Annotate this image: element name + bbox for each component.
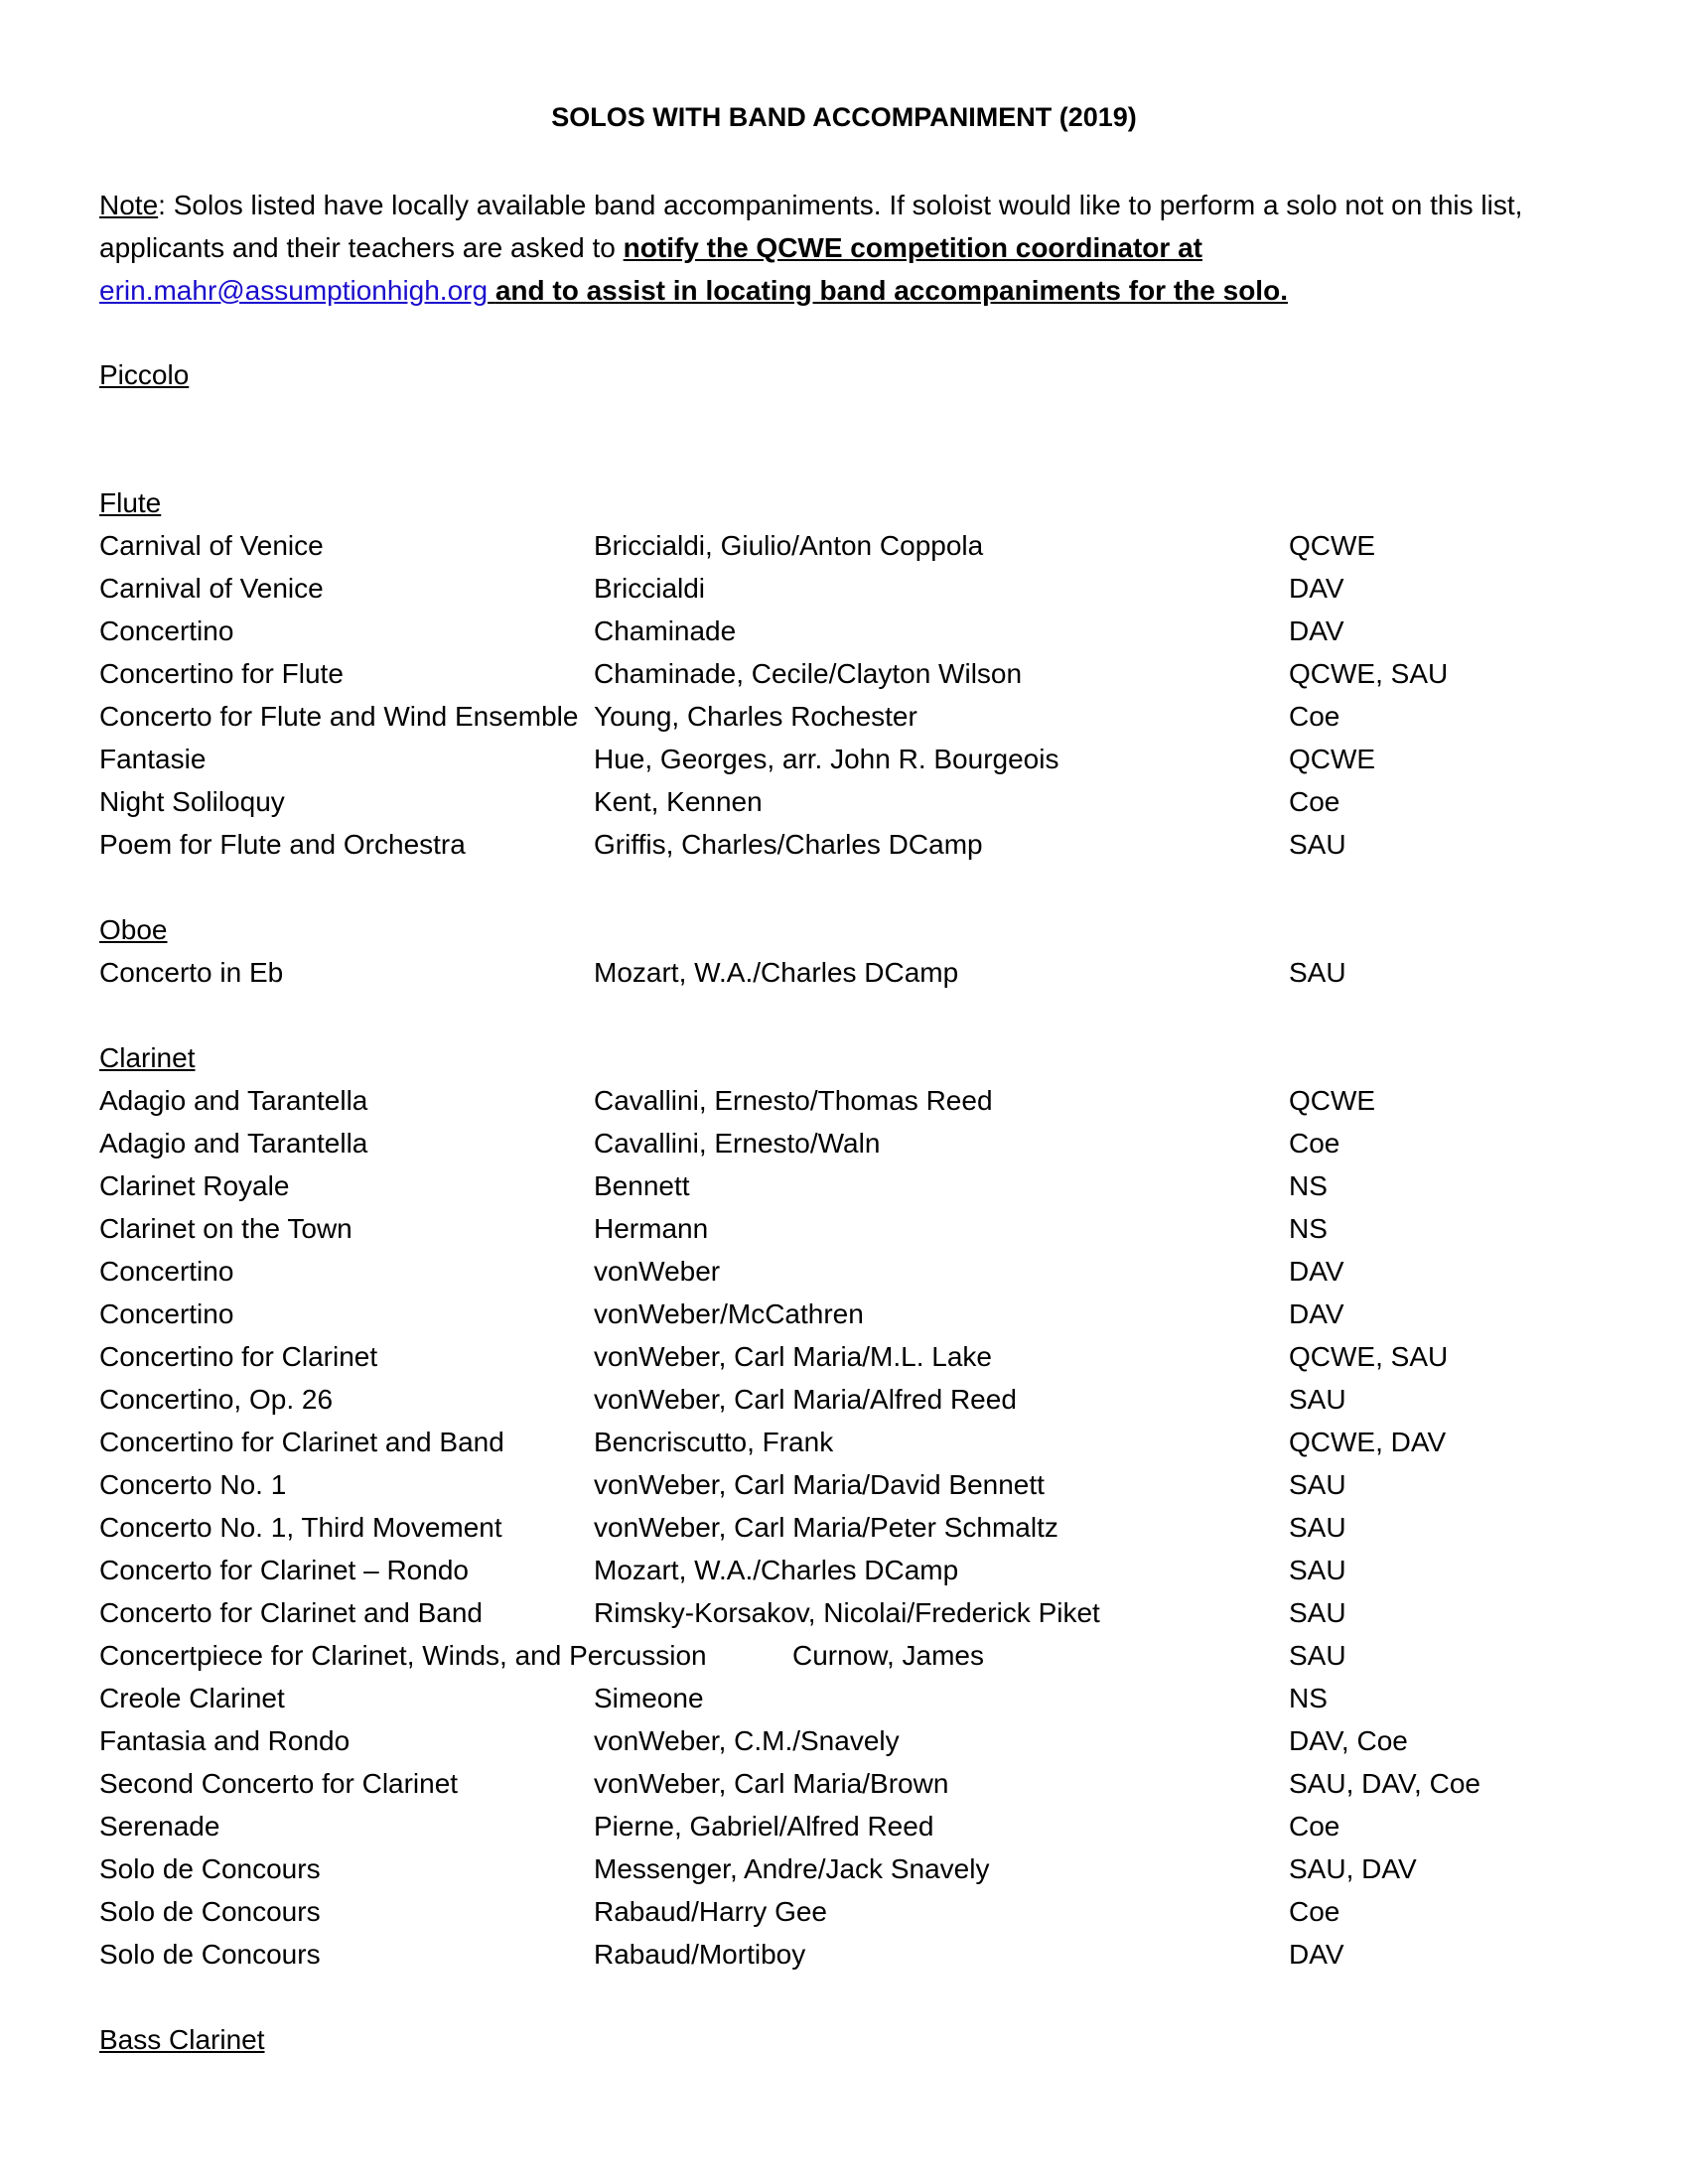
section-spacer	[99, 994, 1609, 1036]
solo-source: SAU	[1289, 1555, 1346, 1585]
solo-title: Fantasia and Rondo	[99, 1725, 351, 1756]
solo-row	[99, 1250, 1609, 1293]
solo-title: Carnival of Venice	[99, 530, 324, 561]
solo-source: SAU, DAV	[1289, 1853, 1417, 1884]
solo-composer: Kent, Kennen	[594, 786, 763, 817]
solo-source: SAU	[1289, 1469, 1346, 1500]
solo-title: Night Soliloquy	[99, 786, 285, 817]
solo-composer: Mozart, W.A./Charles DCamp	[594, 957, 959, 988]
solo-row	[99, 738, 1609, 780]
solo-source: QCWE, DAV	[1289, 1427, 1447, 1457]
solo-composer: vonWeber, C.M./Snavely	[594, 1725, 900, 1756]
solo-row	[99, 1890, 1609, 1933]
solo-source: Coe	[1289, 1811, 1340, 1842]
solo-row	[99, 1378, 1609, 1421]
solo-composer: Rimsky-Korsakov, Nicolai/Frederick Piket	[594, 1597, 1100, 1628]
solo-row	[99, 1293, 1609, 1335]
solo-source: Coe	[1289, 1128, 1340, 1159]
solo-title: Adagio and Tarantella	[99, 1128, 368, 1159]
solo-composer: vonWeber, Carl Maria/Brown	[594, 1768, 949, 1799]
solo-title: Concertino	[99, 615, 234, 646]
section-spacer	[99, 439, 1609, 481]
solo-source: Coe	[1289, 786, 1340, 817]
note-label: Note	[99, 190, 159, 220]
solo-row	[99, 1847, 1609, 1890]
solo-source: SAU	[1289, 1640, 1346, 1671]
section-heading: Clarinet	[99, 1042, 196, 1073]
solo-row	[99, 780, 1609, 823]
solo-source: QCWE	[1289, 744, 1376, 774]
page-title: SOLOS WITH BAND ACCOMPANIMENT (2019)	[551, 102, 1137, 132]
solo-row	[99, 1335, 1609, 1378]
solo-title: Concertino for Flute	[99, 658, 344, 689]
solo-title: Solo de Concours	[99, 1896, 321, 1927]
solo-row	[99, 1421, 1609, 1463]
note-bold-instruction: notify the QCWE competition coordinator at	[623, 232, 1202, 263]
solo-source: DAV	[1289, 615, 1344, 646]
solo-title: Serenade	[99, 1811, 220, 1842]
solo-row	[99, 1762, 1609, 1805]
note-bold-space	[488, 275, 495, 306]
solo-title: Concertino for Clarinet and Band	[99, 1427, 504, 1457]
section-heading: Piccolo	[99, 359, 190, 390]
solo-source: QCWE, SAU	[1289, 1341, 1449, 1372]
section-spacer	[99, 396, 1609, 439]
solo-row	[99, 1506, 1609, 1549]
solo-source: SAU, DAV, Coe	[1289, 1768, 1480, 1799]
solo-composer: Briccialdi, Giulio/Anton Coppola	[594, 530, 984, 561]
solo-composer: Young, Charles Rochester	[594, 701, 917, 732]
solo-title: Poem for Flute and Orchestra	[99, 829, 466, 860]
solo-composer: vonWeber, Carl Maria/Peter Schmaltz	[594, 1512, 1058, 1543]
solo-row	[99, 652, 1609, 695]
solo-composer: Briccialdi	[594, 573, 706, 604]
note-text: Solos listed have locally available band accompaniments. If soloist would like to perform a solo not on this list, applicants and their teachers are asked to	[99, 190, 1523, 263]
solo-title: Fantasie	[99, 744, 207, 774]
note-bold-assist: and to assist in locating band accompaniments for the solo.	[494, 275, 1288, 306]
solo-title: Solo de Concours	[99, 1939, 321, 1970]
solo-title: Concertino, Op. 26	[99, 1384, 334, 1415]
solo-source: SAU	[1289, 1512, 1346, 1543]
solo-row	[99, 951, 1609, 994]
solo-title: Concerto for Flute and Wind Ensemble	[99, 701, 579, 732]
solo-source: NS	[1289, 1683, 1328, 1713]
solo-composer: vonWeber/McCathren	[594, 1298, 864, 1329]
solo-composer: Mozart, W.A./Charles DCamp	[594, 1555, 959, 1585]
solo-composer: Cavallini, Ernesto/Thomas Reed	[594, 1085, 993, 1116]
solo-source: SAU	[1289, 957, 1346, 988]
solo-composer: Curnow, James	[792, 1640, 984, 1671]
solo-composer: Simeone	[594, 1683, 704, 1713]
solo-row	[99, 1805, 1609, 1847]
section-heading: Bass Clarinet	[99, 2024, 265, 2055]
solo-row	[99, 1719, 1609, 1762]
solo-title: Concertino for Clarinet	[99, 1341, 378, 1372]
solo-composer: vonWeber	[594, 1256, 721, 1287]
solo-source: SAU	[1289, 1597, 1346, 1628]
solo-title: Clarinet on the Town	[99, 1213, 352, 1244]
note-colon: :	[158, 190, 166, 220]
solo-row	[99, 823, 1609, 866]
solo-title: Creole Clarinet	[99, 1683, 285, 1713]
solo-row	[99, 1634, 1609, 1677]
solo-title: Solo de Concours	[99, 1853, 321, 1884]
section-spacer	[99, 2061, 1609, 2104]
solo-row	[99, 1079, 1609, 1122]
solo-source: NS	[1289, 1170, 1328, 1201]
solo-row	[99, 610, 1609, 652]
solo-composer: vonWeber, Carl Maria/M.L. Lake	[594, 1341, 992, 1372]
solo-row	[99, 524, 1609, 567]
solo-row	[99, 1549, 1609, 1591]
solo-row	[99, 567, 1609, 610]
section-spacer	[99, 1976, 1609, 2018]
solo-list	[99, 353, 1609, 2104]
solo-composer: Messenger, Andre/Jack Snavely	[594, 1853, 990, 1884]
solo-composer: Rabaud/Mortiboy	[594, 1939, 806, 1970]
solo-row	[99, 1591, 1609, 1634]
solo-title: Concerto in Eb	[99, 957, 284, 988]
solo-composer: Hermann	[594, 1213, 709, 1244]
solo-title: Concerto for Clarinet – Rondo	[99, 1555, 469, 1585]
solo-row	[99, 1164, 1609, 1207]
solo-title: Second Concerto for Clarinet	[99, 1768, 459, 1799]
solo-row	[99, 1122, 1609, 1164]
solo-source: DAV	[1289, 1298, 1344, 1329]
section-heading: Oboe	[99, 914, 168, 945]
solo-composer: Bencriscutto, Frank	[594, 1427, 834, 1457]
solo-composer: Chaminade, Cecile/Clayton Wilson	[594, 658, 1023, 689]
solo-row	[99, 1933, 1609, 1976]
solo-composer: vonWeber, Carl Maria/Alfred Reed	[594, 1384, 1017, 1415]
solo-source: SAU	[1289, 829, 1346, 860]
solo-title: Concertino	[99, 1298, 234, 1329]
solo-source: QCWE, SAU	[1289, 658, 1449, 689]
solo-composer: Chaminade	[594, 615, 737, 646]
solo-row	[99, 1207, 1609, 1250]
solo-source: DAV	[1289, 1939, 1344, 1970]
solo-source: SAU	[1289, 1384, 1346, 1415]
solo-composer: Rabaud/Harry Gee	[594, 1896, 828, 1927]
solo-title: Concertpiece for Clarinet, Winds, and Percussion	[99, 1640, 707, 1671]
solo-title: Adagio and Tarantella	[99, 1085, 368, 1116]
note-paragraph	[99, 184, 1609, 312]
solo-composer: Cavallini, Ernesto/Waln	[594, 1128, 881, 1159]
solo-title: Clarinet Royale	[99, 1170, 290, 1201]
solo-source: QCWE	[1289, 530, 1376, 561]
solo-title: Concertino	[99, 1256, 234, 1287]
solo-source: DAV, Coe	[1289, 1725, 1408, 1756]
solo-title: Concerto for Clarinet and Band	[99, 1597, 483, 1628]
solo-composer: Pierne, Gabriel/Alfred Reed	[594, 1811, 934, 1842]
solo-title: Carnival of Venice	[99, 573, 324, 604]
solo-title: Concerto No. 1, Third Movement	[99, 1512, 502, 1543]
solo-title: Concerto No. 1	[99, 1469, 287, 1500]
solo-source: DAV	[1289, 1256, 1344, 1287]
solo-source: Coe	[1289, 1896, 1340, 1927]
solo-composer: Bennett	[594, 1170, 690, 1201]
solo-composer: vonWeber, Carl Maria/David Bennett	[594, 1469, 1045, 1500]
section-spacer	[99, 866, 1609, 908]
coordinator-email-link[interactable]: erin.mahr@assumptionhigh.org	[99, 275, 489, 306]
solo-row	[99, 695, 1609, 738]
section-heading: Flute	[99, 487, 162, 518]
solo-source: Coe	[1289, 701, 1340, 732]
solo-source: QCWE	[1289, 1085, 1376, 1116]
solo-source: NS	[1289, 1213, 1328, 1244]
solo-composer: Hue, Georges, arr. John R. Bourgeois	[594, 744, 1059, 774]
solo-composer: Griffis, Charles/Charles DCamp	[594, 829, 983, 860]
solo-source: DAV	[1289, 573, 1344, 604]
solo-row	[99, 1677, 1609, 1719]
solo-row	[99, 1463, 1609, 1506]
